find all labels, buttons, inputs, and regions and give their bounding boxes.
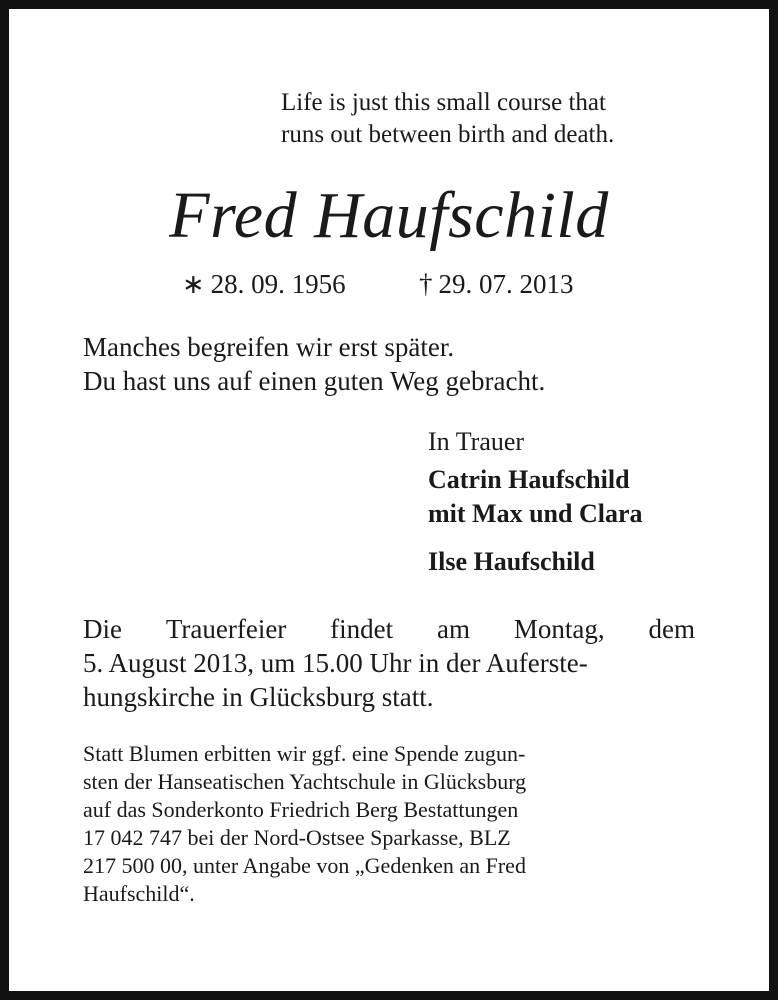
verse-line: Du hast uns auf einen guten Weg gebracht. xyxy=(83,366,546,396)
ceremony-word: Die xyxy=(83,614,122,644)
ceremony-line xyxy=(83,612,695,646)
ceremony-word: Montag, xyxy=(513,614,605,644)
ceremony-word: Trauerfeier xyxy=(165,614,287,644)
memorial-verse xyxy=(83,330,545,398)
ceremony-line: 5. August 2013, um 15.00 Uhr in der Auferste- xyxy=(83,648,588,678)
motto-line: runs out between birth and death. xyxy=(281,121,615,148)
deceased-name: Fred Haufschild xyxy=(169,179,609,252)
donation-request xyxy=(83,740,695,908)
birth-star-icon: ∗ xyxy=(182,269,205,299)
birth-date xyxy=(182,267,346,301)
birth-date-value: 28. 09. 1956 xyxy=(210,269,346,299)
donation-line: 17 042 747 bei der Nord-Ostsee Sparkasse, BLZ xyxy=(83,825,511,850)
verse-line: Manches begreifen wir erst später. xyxy=(83,332,455,362)
ceremony-line: hungskirche in Glücksburg statt. xyxy=(83,682,434,712)
death-cross-icon: † xyxy=(419,269,433,299)
motto-quote xyxy=(281,87,614,151)
mourners-block xyxy=(428,425,643,593)
mourner-group xyxy=(428,545,643,579)
mourner-name: mit Max und Clara xyxy=(428,499,643,528)
mourner-name: Catrin Haufschild xyxy=(428,465,630,494)
donation-line: 217 500 00, unter Angabe von „Gedenken an Fred xyxy=(83,853,526,878)
mourner-group xyxy=(428,463,643,531)
donation-line: sten der Hanseatischen Yachtschule in Glücksburg xyxy=(83,769,527,794)
mourning-label: In Trauer xyxy=(428,427,525,456)
funeral-announcement xyxy=(83,612,695,714)
death-date-value: 29. 07. 2013 xyxy=(438,269,574,299)
ceremony-word: findet xyxy=(330,614,394,644)
ceremony-word: dem xyxy=(648,614,695,644)
donation-line: Haufschild“. xyxy=(83,881,195,906)
donation-line: Statt Blumen erbitten wir ggf. eine Spende zugun- xyxy=(83,741,526,766)
motto-line: Life is just this small course that xyxy=(281,89,606,116)
mourner-name: Ilse Haufschild xyxy=(428,547,595,576)
death-date xyxy=(419,267,574,301)
donation-line: auf das Sonderkonto Friedrich Berg Bestattungen xyxy=(83,797,519,822)
ceremony-word: am xyxy=(437,614,470,644)
